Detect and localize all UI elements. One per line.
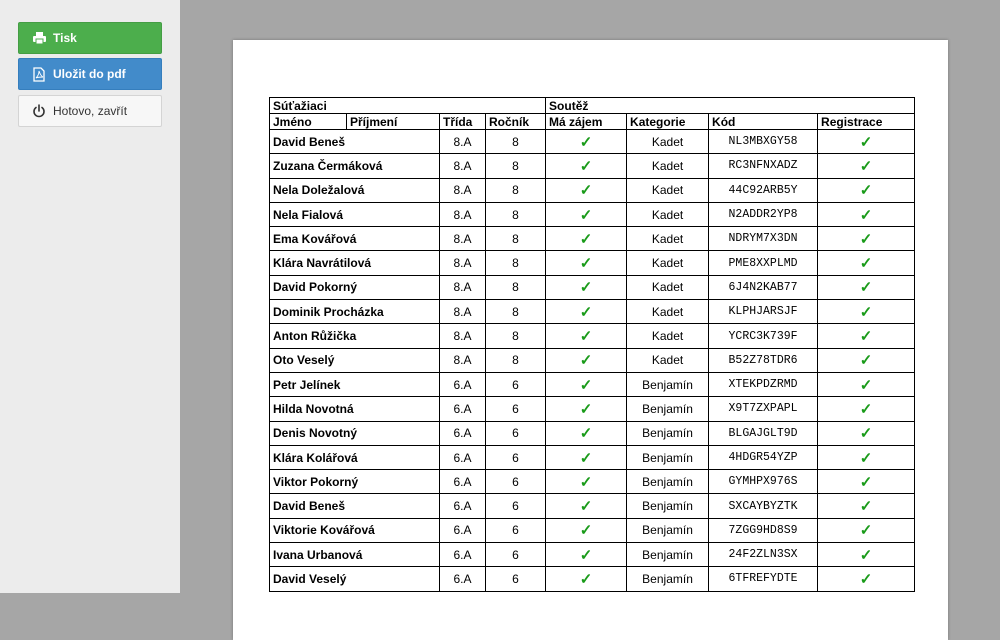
participant-class: 6.A (440, 494, 486, 518)
table-row (270, 251, 915, 275)
done-close-button-label: Hotovo, zavřít (53, 104, 128, 118)
participant-class: 6.A (440, 567, 486, 591)
participant-name: Petr Jelínek (270, 372, 440, 396)
participant-name: Viktorie Kovářová (270, 518, 440, 542)
participant-class: 6.A (440, 372, 486, 396)
participant-year: 6 (486, 445, 546, 469)
printer-icon (31, 30, 47, 46)
participant-class: 8.A (440, 275, 486, 299)
sidebar (0, 0, 180, 593)
participant-name: Zuzana Čermáková (270, 154, 440, 178)
participant-code: BLGAJGLT9D (709, 421, 818, 445)
registration-check-icon: ✓ (859, 157, 873, 175)
col-class: Třída (440, 114, 486, 130)
print-button[interactable] (18, 22, 162, 54)
interest-check-icon: ✓ (579, 157, 593, 175)
registration-check-icon: ✓ (859, 206, 873, 224)
col-registration: Registrace (818, 114, 915, 130)
participant-name: Viktor Pokorný (270, 470, 440, 494)
participant-class: 8.A (440, 154, 486, 178)
participant-name: Ivana Urbanová (270, 543, 440, 567)
participant-year: 6 (486, 397, 546, 421)
participant-code: KLPHJARSJF (709, 300, 818, 324)
participant-year: 8 (486, 154, 546, 178)
interest-check-icon: ✓ (579, 376, 593, 394)
table-row (270, 202, 915, 226)
col-category: Kategorie (627, 114, 709, 130)
table-body (270, 130, 915, 592)
participant-category: Kadet (627, 251, 709, 275)
interest-check-icon: ✓ (579, 473, 593, 491)
participant-category: Kadet (627, 130, 709, 154)
participant-code: PME8XXPLMD (709, 251, 818, 275)
table-row (270, 154, 915, 178)
participant-name: David Beneš (270, 130, 440, 154)
col-year: Ročník (486, 114, 546, 130)
registration-check-icon: ✓ (859, 230, 873, 248)
table-row (270, 178, 915, 202)
participant-code: 6J4N2KAB77 (709, 275, 818, 299)
participant-year: 8 (486, 178, 546, 202)
participant-year: 6 (486, 494, 546, 518)
participant-year: 6 (486, 470, 546, 494)
participant-name: Hilda Novotná (270, 397, 440, 421)
participant-code: RC3NFNXADZ (709, 154, 818, 178)
participant-year: 6 (486, 421, 546, 445)
interest-check-icon: ✓ (579, 498, 593, 516)
participant-year: 6 (486, 372, 546, 396)
table-row (270, 543, 915, 567)
table-row (270, 445, 915, 469)
participant-code: 7ZGG9HD8S9 (709, 518, 818, 542)
registration-check-icon: ✓ (859, 546, 873, 564)
table-row (270, 348, 915, 372)
table-row (270, 470, 915, 494)
table-row (270, 421, 915, 445)
interest-check-icon: ✓ (579, 328, 593, 346)
registration-check-icon: ✓ (859, 133, 873, 151)
participant-class: 6.A (440, 397, 486, 421)
participant-class: 8.A (440, 300, 486, 324)
interest-check-icon: ✓ (579, 133, 593, 151)
participant-category: Kadet (627, 178, 709, 202)
participant-class: 6.A (440, 470, 486, 494)
participant-category: Benjamín (627, 494, 709, 518)
participant-category: Benjamín (627, 543, 709, 567)
interest-check-icon: ✓ (579, 546, 593, 564)
participant-name: David Veselý (270, 567, 440, 591)
participant-category: Benjamín (627, 397, 709, 421)
interest-check-icon: ✓ (579, 206, 593, 224)
participant-code: 44C92ARB5Y (709, 178, 818, 202)
participant-category: Benjamín (627, 567, 709, 591)
table-row (270, 397, 915, 421)
interest-check-icon: ✓ (579, 230, 593, 248)
participant-category: Benjamín (627, 518, 709, 542)
participant-code: B52Z78TDR6 (709, 348, 818, 372)
table-row (270, 300, 915, 324)
participant-category: Kadet (627, 300, 709, 324)
participant-year: 8 (486, 300, 546, 324)
interest-check-icon: ✓ (579, 303, 593, 321)
registration-check-icon: ✓ (859, 498, 873, 516)
interest-check-icon: ✓ (579, 400, 593, 418)
group-header-row (270, 98, 915, 114)
participant-name: Ema Kovářová (270, 227, 440, 251)
registration-check-icon: ✓ (859, 328, 873, 346)
participant-category: Kadet (627, 324, 709, 348)
registration-check-icon: ✓ (859, 425, 873, 443)
col-first-name: Jméno (270, 114, 347, 130)
participant-year: 6 (486, 518, 546, 542)
table-row (270, 494, 915, 518)
participant-category: Kadet (627, 227, 709, 251)
participant-class: 8.A (440, 324, 486, 348)
participant-category: Benjamín (627, 470, 709, 494)
participant-year: 8 (486, 324, 546, 348)
participant-code: NL3MBXGY58 (709, 130, 818, 154)
interest-check-icon: ✓ (579, 255, 593, 273)
participant-code: NDRYM7X3DN (709, 227, 818, 251)
participant-class: 6.A (440, 518, 486, 542)
participant-name: Anton Růžička (270, 324, 440, 348)
print-button-label: Tisk (53, 31, 77, 45)
registration-check-icon: ✓ (859, 255, 873, 273)
interest-check-icon: ✓ (579, 352, 593, 370)
participant-code: 24F2ZLN3SX (709, 543, 818, 567)
participants-group-header: Súťažiaci (270, 98, 546, 114)
power-icon (31, 103, 47, 119)
registration-check-icon: ✓ (859, 279, 873, 297)
registration-check-icon: ✓ (859, 473, 873, 491)
participant-category: Kadet (627, 202, 709, 226)
competition-group-header: Soutěž (546, 98, 915, 114)
participant-year: 8 (486, 227, 546, 251)
participant-year: 6 (486, 543, 546, 567)
participant-name: Denis Novotný (270, 421, 440, 445)
participant-category: Kadet (627, 154, 709, 178)
participant-class: 8.A (440, 130, 486, 154)
participant-code: YCRC3K739F (709, 324, 818, 348)
participant-code: 4HDGR54YZP (709, 445, 818, 469)
participant-name: Oto Veselý (270, 348, 440, 372)
interest-check-icon: ✓ (579, 570, 593, 588)
participant-code: 6TFREFYDTE (709, 567, 818, 591)
participant-category: Benjamín (627, 372, 709, 396)
interest-check-icon: ✓ (579, 425, 593, 443)
participant-class: 8.A (440, 202, 486, 226)
print-preview-page (233, 40, 948, 640)
participant-year: 8 (486, 251, 546, 275)
participant-category: Kadet (627, 348, 709, 372)
save-pdf-button-label: Uložit do pdf (53, 67, 126, 81)
participant-year: 6 (486, 567, 546, 591)
participant-class: 6.A (440, 421, 486, 445)
participant-name: David Beneš (270, 494, 440, 518)
participant-class: 8.A (440, 251, 486, 275)
interest-check-icon: ✓ (579, 522, 593, 540)
registration-check-icon: ✓ (859, 400, 873, 418)
table-row (270, 324, 915, 348)
interest-check-icon: ✓ (579, 279, 593, 297)
col-interest: Má zájem (546, 114, 627, 130)
participant-code: X9T7ZXPAPL (709, 397, 818, 421)
participant-year: 8 (486, 130, 546, 154)
pdf-file-icon (31, 66, 47, 82)
table-row (270, 130, 915, 154)
participant-class: 8.A (440, 178, 486, 202)
participant-class: 8.A (440, 227, 486, 251)
participant-year: 8 (486, 348, 546, 372)
done-close-button[interactable] (18, 95, 162, 127)
save-pdf-button[interactable] (18, 58, 162, 90)
column-header-row (270, 114, 915, 130)
participant-category: Benjamín (627, 445, 709, 469)
participant-year: 8 (486, 202, 546, 226)
registration-check-icon: ✓ (859, 352, 873, 370)
participant-name: Klára Kolářová (270, 445, 440, 469)
registration-check-icon: ✓ (859, 522, 873, 540)
participant-year: 8 (486, 275, 546, 299)
table-row (270, 567, 915, 591)
participant-name: Nela Doležalová (270, 178, 440, 202)
participant-class: 8.A (440, 348, 486, 372)
registration-check-icon: ✓ (859, 449, 873, 467)
col-last-name: Příjmení (347, 114, 440, 130)
participant-category: Kadet (627, 275, 709, 299)
participant-name: Klára Navrátilová (270, 251, 440, 275)
participant-code: GYMHPX976S (709, 470, 818, 494)
participants-table (269, 97, 915, 592)
participant-code: N2ADDR2YP8 (709, 202, 818, 226)
col-code: Kód (709, 114, 818, 130)
participant-code: SXCAYBYZTK (709, 494, 818, 518)
participant-category: Benjamín (627, 421, 709, 445)
table-row (270, 275, 915, 299)
registration-check-icon: ✓ (859, 182, 873, 200)
interest-check-icon: ✓ (579, 182, 593, 200)
participant-name: Nela Fialová (270, 202, 440, 226)
table-row (270, 518, 915, 542)
participant-name: David Pokorný (270, 275, 440, 299)
registration-check-icon: ✓ (859, 570, 873, 588)
participant-code: XTEKPDZRMD (709, 372, 818, 396)
registration-check-icon: ✓ (859, 376, 873, 394)
table-row (270, 227, 915, 251)
table-row (270, 372, 915, 396)
participant-name: Dominik Procházka (270, 300, 440, 324)
registration-check-icon: ✓ (859, 303, 873, 321)
interest-check-icon: ✓ (579, 449, 593, 467)
participant-class: 6.A (440, 543, 486, 567)
participant-class: 6.A (440, 445, 486, 469)
